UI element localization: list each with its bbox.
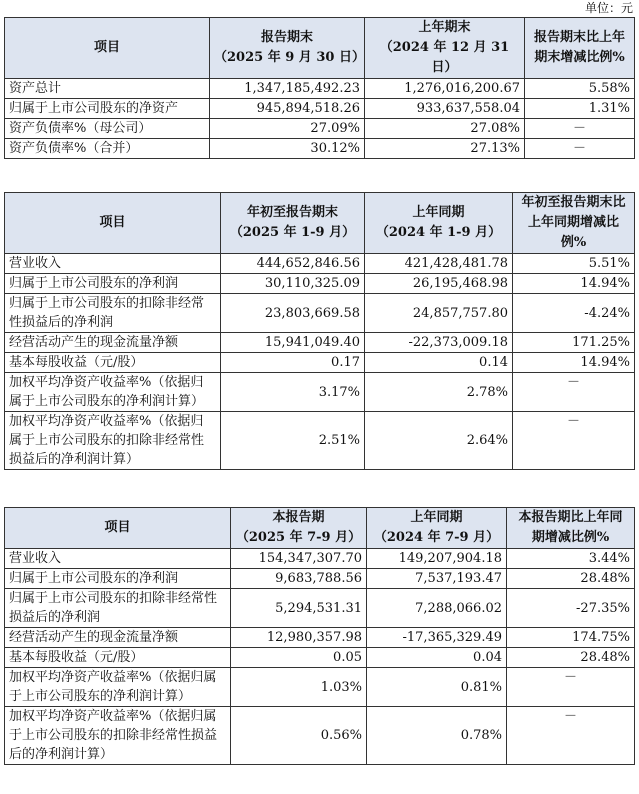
cell-value: 15,941,049.40 [221,333,365,353]
row-label: 基本每股收益（元/股） [5,648,231,668]
cell-value: － [507,707,635,765]
row-label: 加权平均净资产收益率%（依据归属于上市公司股东的净利润计算） [5,373,221,412]
cell-value: -17,365,329.49 [367,628,507,648]
header-col3 [513,193,635,254]
table-row [5,707,635,765]
header-col2-line1: 上年同期 [410,510,463,525]
row-label: 经营活动产生的现金流量净额 [5,333,221,353]
cell-value: 0.56% [231,707,367,765]
header-col1-line1: 年初至报告期末 [246,205,338,220]
header-col1-line2: （2025 年 1-9 月） [229,225,356,240]
header-col3-line1: 报告期末比上年 [533,30,625,45]
header-col3-line2: 期末增减比例% [534,50,625,65]
header-col1-line2: （2025 年 7-9 月） [235,530,362,545]
cell-value: 5.58% [525,79,635,99]
cell-value: － [513,373,635,412]
cell-value: 945,894,518.26 [210,99,365,119]
header-col2-line2: （2024 年 12 月 31 日） [379,40,510,75]
header-col2-line2: （2024 年 7-9 月） [373,530,500,545]
table-row [5,294,635,333]
cell-value: 9,683,788.56 [231,569,367,589]
cell-value: 30.12% [210,139,365,159]
cell-value: 0.78% [367,707,507,765]
cell-value: 28.48% [507,648,635,668]
cell-value: 27.08% [365,119,525,139]
header-col2-line1: 上年同期 [412,205,465,220]
header-col3-line1: 年初至报告期末比 [521,195,626,210]
header-col3 [525,18,635,79]
cell-value: 5.51% [513,254,635,274]
header-col1-line1: 报告期末 [260,30,313,45]
header-item: 项目 [5,508,231,549]
table-row [5,353,635,373]
unit-label: 单位：元 [584,1,633,15]
balance-table [4,17,635,159]
table-row [5,569,635,589]
header-col2-line1: 上年期末 [418,20,471,35]
header-col1 [231,508,367,549]
header-col2 [365,18,525,79]
header-item: 项目 [5,193,221,254]
table-row [5,668,635,707]
cell-value: 0.81% [367,668,507,707]
table-row [5,99,635,119]
table-row [5,589,635,628]
cell-value: 28.48% [507,569,635,589]
cell-value: 27.13% [365,139,525,159]
row-label: 资产负债率%（母公司） [5,119,210,139]
header-col3 [507,508,635,549]
header-col3-line1: 本报告期比上年同 [518,510,623,525]
table-row [5,333,635,353]
cell-value: 0.05 [231,648,367,668]
cell-value: 0.04 [367,648,507,668]
cell-value: 27.09% [210,119,365,139]
row-label: 归属于上市公司股东的净利润 [5,274,221,294]
header-col3-line2: 期增减比例% [531,530,610,545]
table-row [5,412,635,470]
cell-value: 1,276,016,200.67 [365,79,525,99]
cell-value: 7,537,193.47 [367,569,507,589]
cell-value: 149,207,904.18 [367,549,507,569]
header-col3-line2: 上年同期增减比例% [527,215,619,250]
cell-value: 0.14 [365,353,513,373]
header-col2 [365,193,513,254]
cell-value: 933,637,558.04 [365,99,525,119]
row-label: 营业收入 [5,549,231,569]
row-label: 归属于上市公司股东的净资产 [5,99,210,119]
header-col1-line1: 本报告期 [272,510,325,525]
cell-value: － [525,139,635,159]
cell-value: -4.24% [513,294,635,333]
table-row [5,373,635,412]
cell-value: 0.17 [221,353,365,373]
quarter-table [4,507,635,765]
table-row [5,628,635,648]
cell-value: 24,857,757.80 [365,294,513,333]
cell-value: 14.94% [513,274,635,294]
cell-value: 421,428,481.78 [365,254,513,274]
table-row [5,139,635,159]
header-col2 [367,508,507,549]
cell-value: 2.64% [365,412,513,470]
row-label: 加权平均净资产收益率%（依据归属于上市公司股东的净利润计算） [5,668,231,707]
cell-value: 2.78% [365,373,513,412]
cell-value: － [513,412,635,470]
table-row [5,549,635,569]
cell-value: － [525,119,635,139]
table-header-row [5,18,635,79]
table-row [5,648,635,668]
cell-value: 14.94% [513,353,635,373]
cell-value: － [507,668,635,707]
cell-value: 5,294,531.31 [231,589,367,628]
cell-value: 444,652,846.56 [221,254,365,274]
cell-value: -22,373,009.18 [365,333,513,353]
cell-value: 171.25% [513,333,635,353]
row-label: 基本每股收益（元/股） [5,353,221,373]
row-label: 归属于上市公司股东的净利润 [5,569,231,589]
header-item: 项目 [5,18,210,79]
cell-value: 1.03% [231,668,367,707]
cell-value: 154,347,307.70 [231,549,367,569]
table-header-row [5,193,635,254]
cell-value: 30,110,325.09 [221,274,365,294]
cell-value: 1.31% [525,99,635,119]
row-label: 资产总计 [5,79,210,99]
cell-value: 1,347,185,492.23 [210,79,365,99]
cell-value: 7,288,066.02 [367,589,507,628]
cell-value: 2.51% [221,412,365,470]
row-label: 加权平均净资产收益率%（依据归属于上市公司股东的扣除非经常性损益后的净利润计算） [5,707,231,765]
table-header-row [5,508,635,549]
row-label: 经营活动产生的现金流量净额 [5,628,231,648]
table-row [5,79,635,99]
cell-value: 12,980,357.98 [231,628,367,648]
cell-value: 23,803,669.58 [221,294,365,333]
header-col1-line2: （2025 年 9 月 30 日） [214,50,365,65]
table-row [5,254,635,274]
header-col1 [221,193,365,254]
row-label: 营业收入 [5,254,221,274]
cell-value: 3.17% [221,373,365,412]
cell-value: -27.35% [507,589,635,628]
header-col1 [210,18,365,79]
header-col2-line2: （2024 年 1-9 月） [375,225,502,240]
row-label: 归属于上市公司股东的扣除非经常性损益后的净利润 [5,294,221,333]
row-label: 加权平均净资产收益率%（依据归属于上市公司股东的扣除非经常性损益后的净利润计算） [5,412,221,470]
ytd-table [4,192,635,470]
row-label: 资产负债率%（合并） [5,139,210,159]
table-row [5,119,635,139]
table-row [5,274,635,294]
cell-value: 26,195,468.98 [365,274,513,294]
cell-value: 3.44% [507,549,635,569]
row-label: 归属于上市公司股东的扣除非经常性损益后的净利润 [5,589,231,628]
cell-value: 174.75% [507,628,635,648]
